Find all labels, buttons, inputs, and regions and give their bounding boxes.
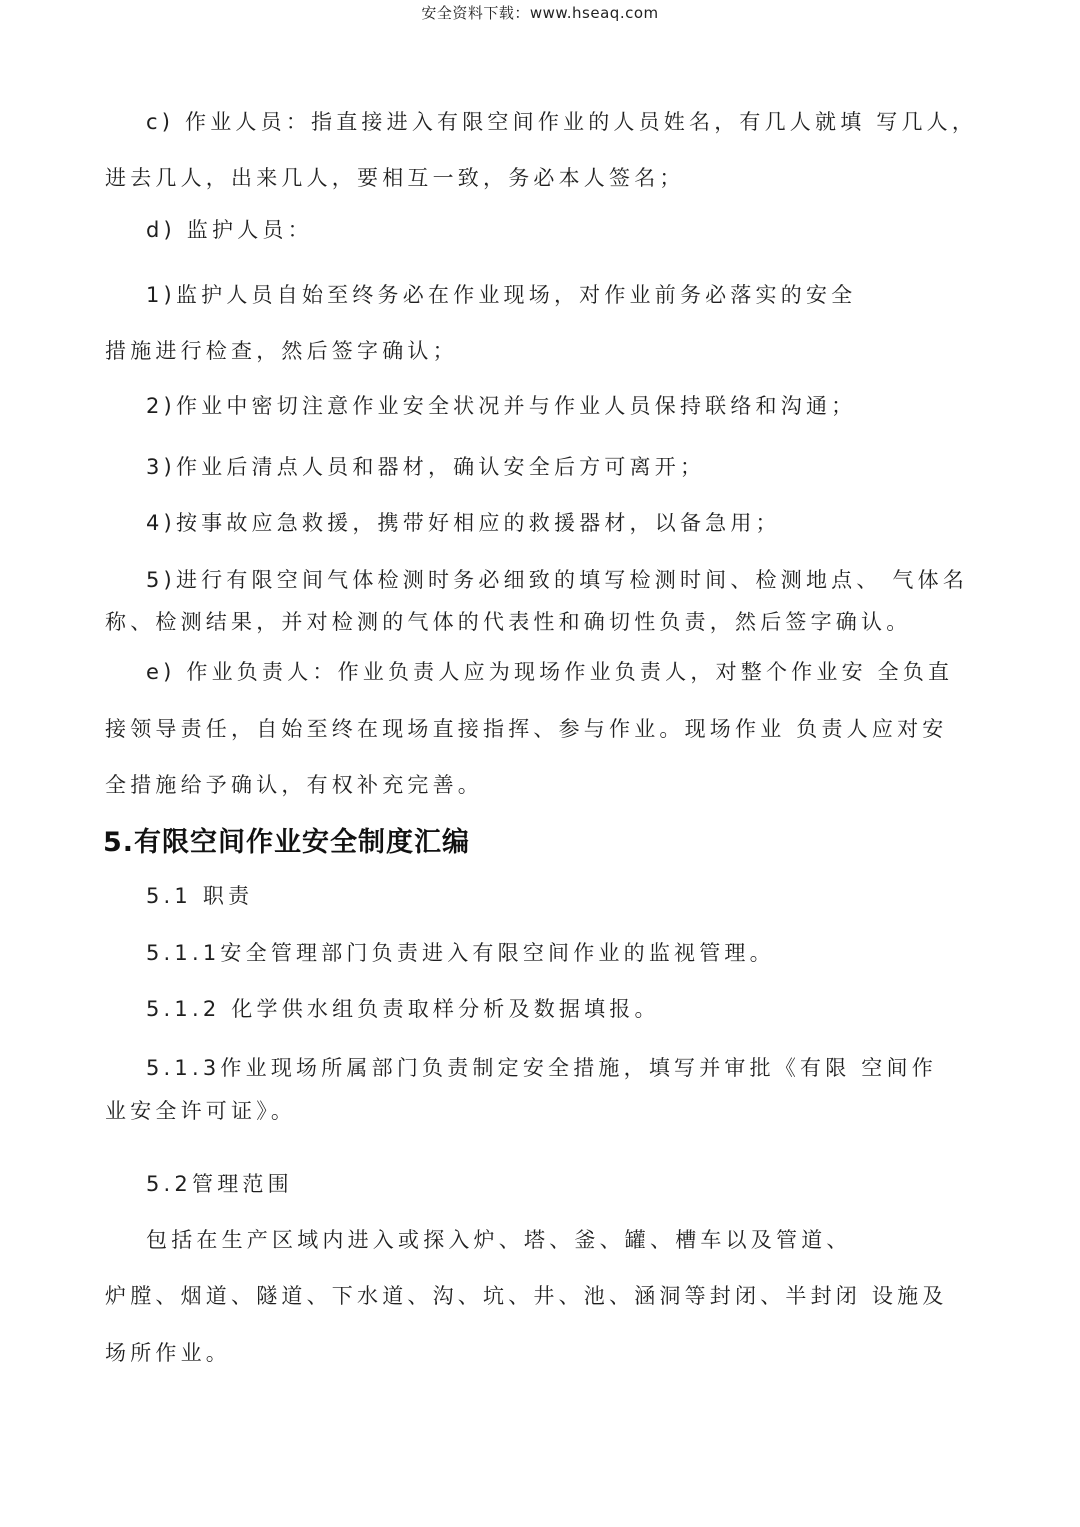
paragraph-line-e-3: 全措施给予确认，有权补充完善。 xyxy=(105,773,483,797)
list-item-5-line-1: 5)进行有限空间气体检测时务必细致的填写检测时间、检测地点、 气体名 xyxy=(146,568,969,592)
paragraph-line-e-2: 接领导责任，自始至终在现场直接指挥、参与作业。现场作业 负责人应对安 xyxy=(105,717,948,741)
list-item-3: 3)作业后清点人员和器材，确认安全后方可离开； xyxy=(146,455,706,479)
list-item-4: 4)按事故应急救援，携带好相应的救援器材，以备急用； xyxy=(146,511,781,535)
list-item-1-line-1: 1)监护人员自始至终务必在作业现场，对作业前务必落实的安全 xyxy=(146,283,857,307)
item-5-1-2: 5.1.2 化学供水组负责取样分析及数据填报。 xyxy=(146,997,660,1021)
paragraph-line-c-2: 进去几人，出来几人，要相互一致，务必本人签名； xyxy=(105,166,685,190)
scope-paragraph-line-2: 炉膛、烟道、隧道、下水道、沟、坑、井、池、涵洞等封闭、半封闭 设施及 xyxy=(105,1284,948,1308)
paragraph-line-c-1: c) 作业人员：指直接进入有限空间作业的人员姓名，有几人就填 写几人， xyxy=(146,110,978,134)
subsection-5-2-title: 5.2管理范围 xyxy=(146,1172,293,1196)
list-item-2: 2)作业中密切注意作业安全状况并与作业人员保持联络和沟通； xyxy=(146,394,857,418)
subsection-5-1-title: 5.1 职责 xyxy=(146,884,254,908)
download-banner: 安全资料下载：www.hseaq.com xyxy=(421,4,659,22)
scope-paragraph-line-3: 场所作业。 xyxy=(105,1341,231,1365)
section-heading: 5.有限空间作业安全制度汇编 xyxy=(103,827,471,858)
item-5-1-3-line-2: 业安全许可证》。 xyxy=(105,1099,297,1123)
list-item-5-line-2: 称、检测结果，并对检测的气体的代表性和确切性负责，然后签字确认。 xyxy=(105,610,912,634)
paragraph-line-e-1: e) 作业负责人：作业负责人应为现场作业负责人，对整个作业安 全负直 xyxy=(146,660,954,684)
list-item-1-line-2: 措施进行检查，然后签字确认； xyxy=(105,339,458,363)
paragraph-line-d: d) 监护人员： xyxy=(146,218,313,242)
scope-paragraph-line-1: 包括在生产区域内进入或探入炉、塔、釜、罐、槽车以及管道、 xyxy=(146,1228,852,1252)
item-5-1-1: 5.1.1安全管理部门负责进入有限空间作业的监视管理。 xyxy=(146,941,775,965)
item-5-1-3-line-1: 5.1.3作业现场所属部门负责制定安全措施，填写并审批《有限 空间作 xyxy=(146,1056,937,1080)
